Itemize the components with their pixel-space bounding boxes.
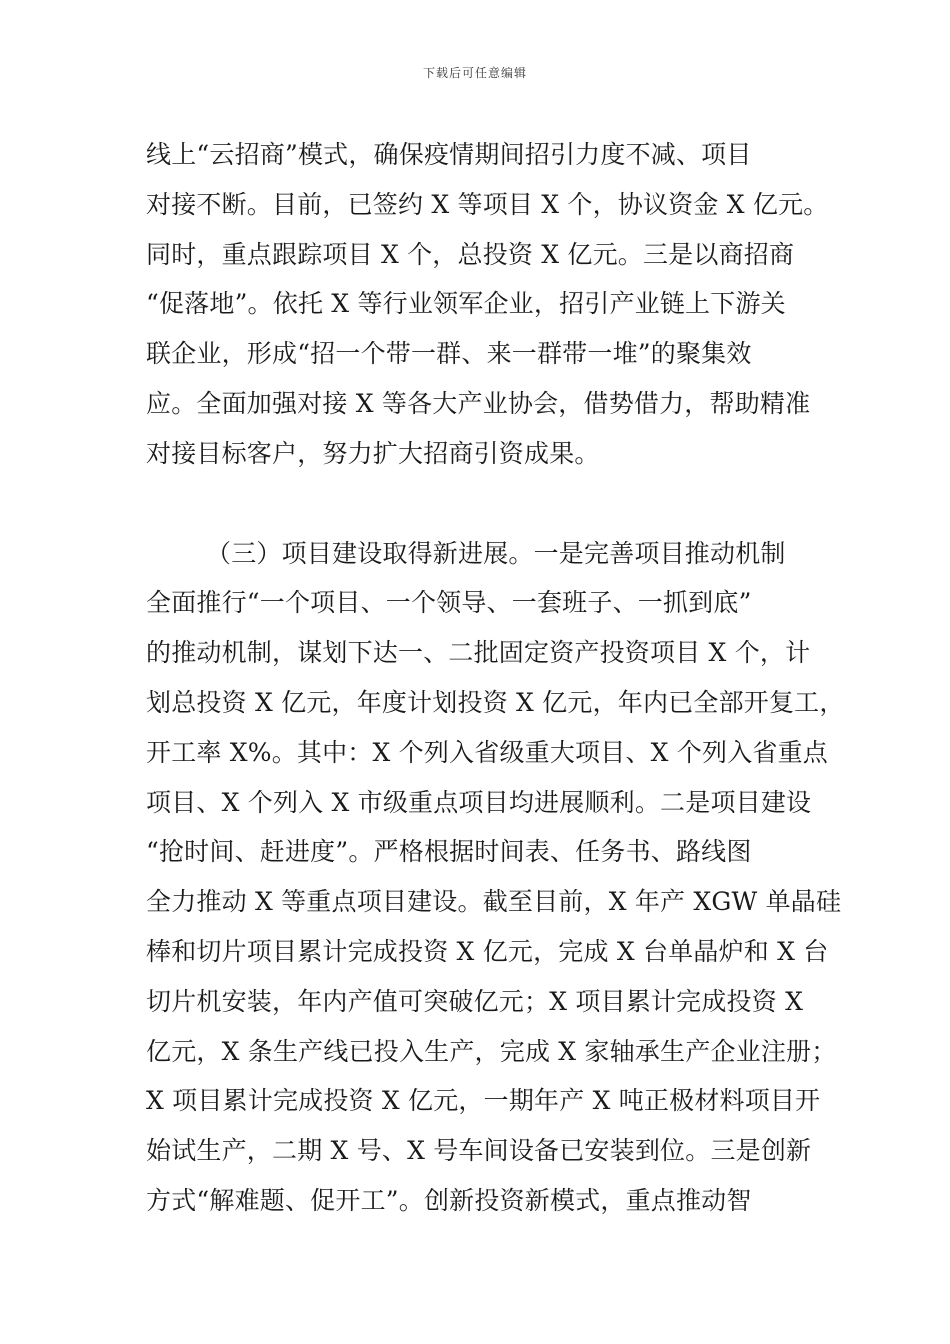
text-line: 线上“云招商”模式，确保疫情期间招引力度不减、项目 bbox=[146, 140, 752, 169]
page-header-note: 下载后可任意编辑 bbox=[422, 66, 527, 80]
text-line: 全面推行“一个项目、一个领导、一套班子、一抓到底” bbox=[146, 588, 752, 618]
paragraph bbox=[146, 130, 829, 479]
text-line: 切片机安装，年内产值可突破亿元；X 项目累计完成投资 X bbox=[146, 986, 804, 1016]
text-line: 项目、X 个列入 X 市级重点项目均进展顺利。二是项目建设 bbox=[146, 787, 812, 817]
paragraph bbox=[146, 529, 845, 1226]
text-line: 对接目标客户，努力扩大招商引资成果。 bbox=[146, 438, 600, 468]
text-line: 始试生产，二期 X 号、X 号车间设备已安装到位。三是创新 bbox=[146, 1136, 812, 1166]
text-line: 全力推动 X 等重点项目建设。截至目前，X 年产 XGW 单晶硅 bbox=[146, 887, 842, 917]
text-line: X 项目累计完成投资 X 亿元，一期年产 X 吨正极材料项目开 bbox=[146, 1086, 821, 1116]
text-line: 划总投资 X 亿元，年度计划投资 X 亿元，年内已全部开复工， bbox=[146, 687, 845, 717]
text-line: “促落地”。依托 X 等行业领军企业，招引产业链上下游关 bbox=[146, 289, 786, 319]
text-line: “抢时间、赶进度”。严格根据时间表、任务书、路线图 bbox=[146, 837, 752, 867]
text-line: （三）项目建设取得新进展。一是完善项目推动机制 bbox=[206, 538, 786, 568]
text-line: 的推动机制，谋划下达一、二批固定资产投资项目 X 个，计 bbox=[146, 638, 811, 668]
text-line: 同时，重点跟踪项目 X 个，总投资 X 亿元。三是以商招商 bbox=[146, 239, 795, 269]
text-line: 对接不断。目前，已签约 X 等项目 X 个，协议资金 X 亿元。 bbox=[146, 189, 829, 219]
text-line: 方式“解难题、促开工”。创新投资新模式，重点推动智 bbox=[146, 1185, 752, 1215]
paragraph-spacer bbox=[146, 479, 818, 529]
text-line: 开工率 X%。其中：X 个列入省级重大项目、X 个列入省重点 bbox=[146, 737, 828, 767]
document-body bbox=[146, 130, 845, 1226]
text-line: 亿元，X 条生产线已投入生产，完成 X 家轴承生产企业注册； bbox=[146, 1036, 837, 1066]
text-line: 棒和切片项目累计完成投资 X 亿元，完成 X 台单晶炉和 X 台 bbox=[146, 936, 829, 966]
text-line: 应。全面加强对接 X 等各大产业协会，借势借力，帮助精准 bbox=[146, 388, 811, 418]
text-line: 联企业，形成“招一个带一群、来一群带一堆”的聚集效 bbox=[146, 339, 752, 369]
